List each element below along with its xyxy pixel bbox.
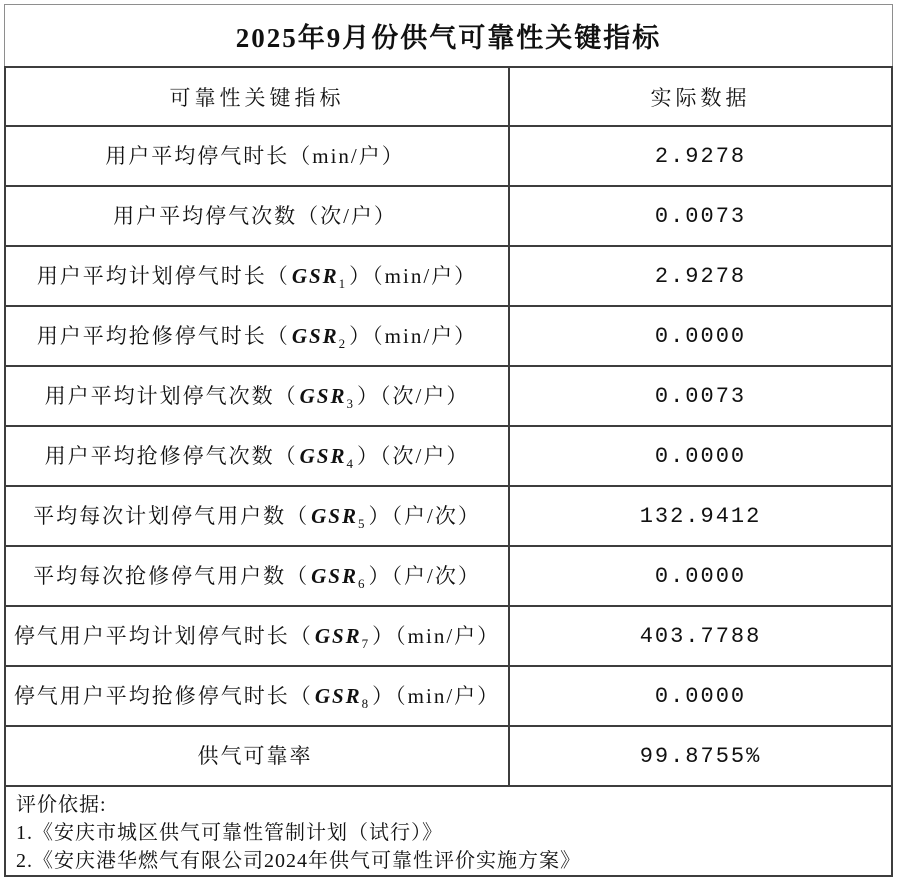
gsr-subscript — [399, 216, 401, 231]
table-header-row — [6, 68, 891, 127]
gsr-symbol: GSR — [291, 323, 339, 348]
indicator-unit: ）（次/户） — [357, 383, 470, 408]
gsr-subscript: 7 — [361, 636, 371, 652]
gsr-symbol: GSR — [314, 683, 362, 708]
indicator-text: 停气用户平均抢修停气时长（ — [13, 683, 313, 708]
indicator-text: 用户平均计划停气次数（ — [44, 383, 298, 408]
gsr-symbol: GSR — [299, 443, 347, 468]
indicator-text: 平均每次计划停气用户数（ — [33, 503, 310, 528]
indicator-value-cell: 0.0000 — [654, 563, 747, 589]
indicator-name-cell — [6, 127, 510, 185]
table-row — [6, 607, 891, 667]
report-title-box — [4, 4, 893, 66]
gsr-symbol: GSR — [291, 263, 339, 288]
indicator-unit: ）（min/户） — [349, 323, 478, 348]
report-title: 2025年9月份供气可靠性关键指标 — [235, 23, 662, 53]
gsr-subscript — [407, 156, 409, 171]
indicator-unit: ）（户/次） — [368, 503, 481, 528]
indicator-value-cell: 99.8755% — [639, 743, 762, 769]
gsr-subscript: 1 — [338, 276, 348, 292]
indicator-name-cell — [6, 367, 510, 425]
gsr-subscript: 4 — [346, 456, 355, 472]
indicator-text: 平均每次抢修停气用户数（ — [33, 563, 310, 588]
gsr-subscript: 5 — [358, 516, 367, 532]
table-row — [6, 307, 891, 367]
indicator-unit: ）（min/户） — [349, 263, 478, 288]
indicator-value-cell: 0.0000 — [654, 683, 747, 709]
indicator-text: 供气可靠率 — [197, 743, 313, 768]
indicator-value-cell: 2.9278 — [654, 143, 747, 169]
indicator-value-cell: 0.0000 — [654, 443, 747, 469]
indicator-text: 用户平均停气次数（次/户） — [113, 203, 397, 228]
table-row — [6, 187, 891, 247]
indicator-value-cell: 0.0073 — [654, 383, 747, 409]
gsr-subscript: 8 — [361, 696, 371, 712]
indicator-value-cell: 403.7788 — [639, 623, 762, 649]
indicator-name-cell — [6, 487, 510, 545]
table-row — [6, 367, 891, 427]
indicator-name-cell — [6, 247, 510, 305]
indicator-value-cell: 0.0073 — [654, 203, 747, 229]
gsr-subscript: 6 — [358, 576, 367, 592]
indicator-name-cell — [6, 187, 510, 245]
indicator-value-cell: 2.9278 — [654, 263, 747, 289]
evaluation-basis-item: 2.《安庆港华燃气有限公司2024年供气可靠性评价实施方案》 — [16, 850, 581, 872]
indicator-name-cell — [6, 547, 510, 605]
indicator-name-cell — [6, 727, 510, 785]
table-row — [6, 727, 891, 787]
indicator-text: 用户平均停气时长（min/户） — [105, 143, 405, 168]
indicator-text: 用户平均抢修停气次数（ — [44, 443, 298, 468]
indicator-unit: ）（户/次） — [368, 563, 481, 588]
evaluation-basis — [6, 787, 891, 879]
gsr-symbol: GSR — [311, 503, 358, 528]
gsr-symbol: GSR — [311, 563, 358, 588]
indicator-unit: ）（min/户） — [372, 683, 501, 708]
column-header-indicator: 可靠性关键指标 — [6, 68, 510, 125]
table-row — [6, 427, 891, 487]
table-row — [6, 247, 891, 307]
indicator-text: 用户平均计划停气时长（ — [36, 263, 290, 288]
indicator-name-cell — [6, 607, 510, 665]
gsr-subscript — [315, 756, 317, 771]
indicator-name-cell — [6, 427, 510, 485]
evaluation-basis-heading: 评价依据: — [16, 794, 107, 816]
table-row — [6, 487, 891, 547]
table-row — [6, 667, 891, 727]
indicator-name-cell — [6, 667, 510, 725]
gsr-subscript: 3 — [346, 396, 355, 412]
column-header-actual-data: 实际数据 — [650, 85, 751, 110]
evaluation-basis-item: 1.《安庆市城区供气可靠性管制计划（试行）》 — [16, 822, 443, 844]
indicator-text: 用户平均抢修停气时长（ — [36, 323, 290, 348]
indicator-value-cell: 132.9412 — [639, 503, 762, 529]
indicator-value-cell: 0.0000 — [654, 323, 747, 349]
gsr-symbol: GSR — [299, 383, 347, 408]
indicators-table — [4, 66, 893, 877]
indicator-unit: ）（次/户） — [357, 443, 470, 468]
table-row — [6, 127, 891, 187]
gsr-symbol: GSR — [314, 623, 362, 648]
indicator-text: 停气用户平均计划停气时长（ — [13, 623, 313, 648]
indicator-name-cell — [6, 307, 510, 365]
gsr-subscript: 2 — [338, 336, 348, 352]
table-row — [6, 547, 891, 607]
indicator-unit: ）（min/户） — [372, 623, 501, 648]
